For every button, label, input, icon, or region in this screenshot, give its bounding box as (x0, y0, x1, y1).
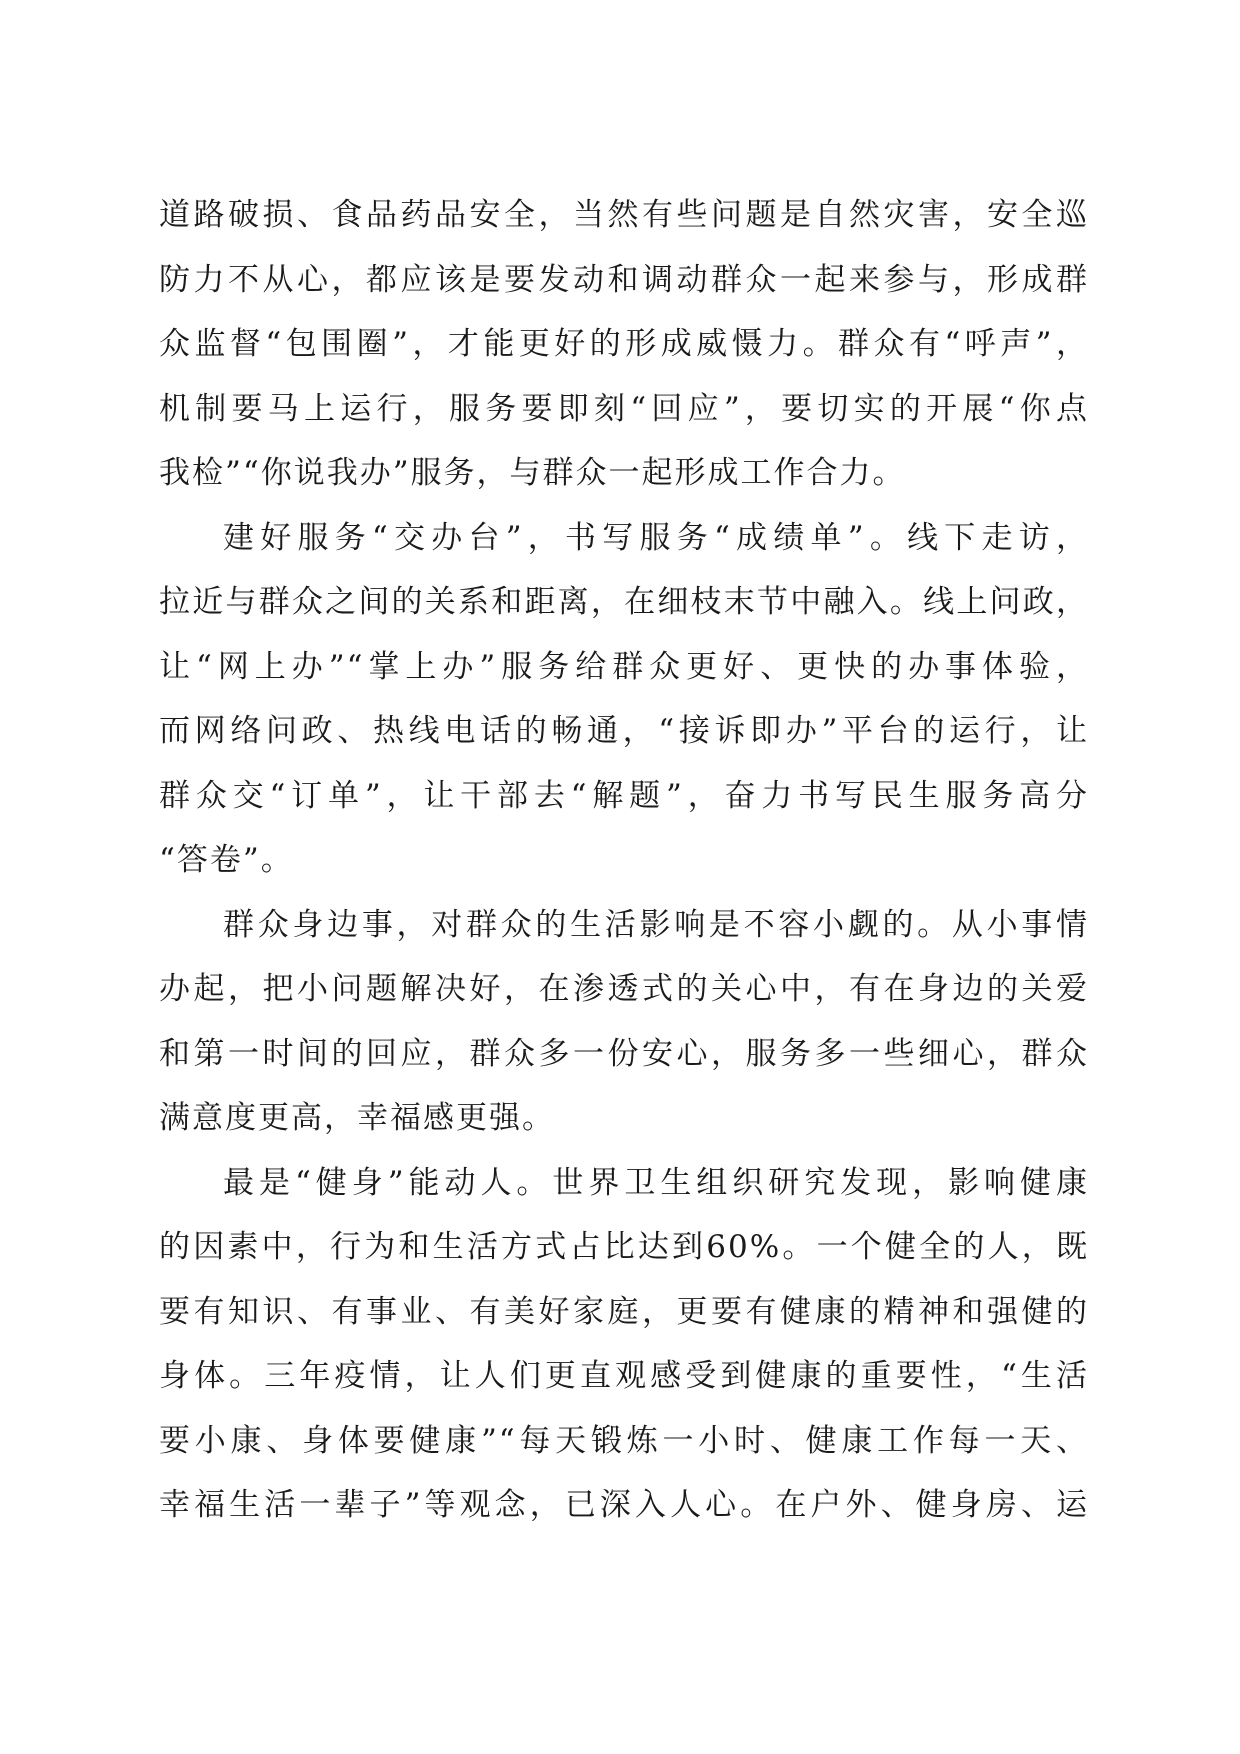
paragraph-1-line-1: 道路破损、食品药品安全，当然有些问题是自然灾害，安全巡 (159, 197, 1089, 233)
paragraph-1-line-3: 众监督“包围圈”，才能更好的形成威慑力。群众有“呼声”， (159, 326, 1089, 362)
paragraph-2-line-4: 而网络问政、热线电话的畅通，“接诉即办”平台的运行，让 (159, 713, 1089, 749)
paragraph-4-line-6: 幸福生活一辈子”等观念，已深入人心。在户外、健身房、运 (159, 1487, 1089, 1523)
paragraph-4-line-2: 的因素中，行为和生活方式占比达到60%。一个健全的人，既 (159, 1229, 1089, 1265)
paragraph-1-line-2: 防力不从心，都应该是要发动和调动群众一起来参与，形成群 (159, 261, 1089, 298)
paragraph-2-line-1: 建好服务“交办台”，书写服务“成绩单”。线下走访， (223, 519, 1089, 556)
paragraph-4-line-5: 要小康、身体要健康”“每天锻炼一小时、健康工作每一天、 (159, 1422, 1089, 1459)
paragraph-3-line-1: 群众身边事，对群众的生活影响是不容小觑的。从小事情 (223, 906, 1089, 943)
body-text (159, 183, 1089, 1538)
paragraph-4-line-1: 最是“健身”能动人。世界卫生组织研究发现，影响健康 (223, 1164, 1089, 1201)
paragraph-4-line-3: 要有知识、有事业、有美好家庭，更要有健康的精神和强健的 (159, 1293, 1089, 1330)
paragraph-2-line-5: 群众交“订单”，让干部去“解题”，奋力书写民生服务高分 (159, 777, 1089, 814)
paragraph-3-line-3: 和第一时间的回应，群众多一份安心，服务多一些细心，群众 (159, 1035, 1089, 1072)
paragraph-4-line-4: 身体。三年疫情，让人们更直观感受到健康的重要性，“生活 (159, 1358, 1089, 1394)
paragraph-2-line-6: “答卷”。 (159, 842, 294, 878)
paragraph-3-line-4: 满意度更高，幸福感更强。 (159, 1100, 555, 1136)
paragraph-2-line-3: 让“网上办”“掌上办”服务给群众更好、更快的办事体验， (159, 648, 1089, 685)
paragraph-2-line-2: 拉近与群众之间的关系和距离，在细枝末节中融入。线上问政， (159, 584, 1089, 620)
paragraph-1-line-4: 机制要马上运行，服务要即刻“回应”，要切实的开展“你点 (159, 390, 1089, 427)
paragraph-1-line-5: 我检”“你说我办”服务，与群众一起形成工作合力。 (159, 455, 906, 491)
paragraph-3-line-2: 办起，把小问题解决好，在渗透式的关心中，有在身边的关爱 (159, 971, 1089, 1007)
